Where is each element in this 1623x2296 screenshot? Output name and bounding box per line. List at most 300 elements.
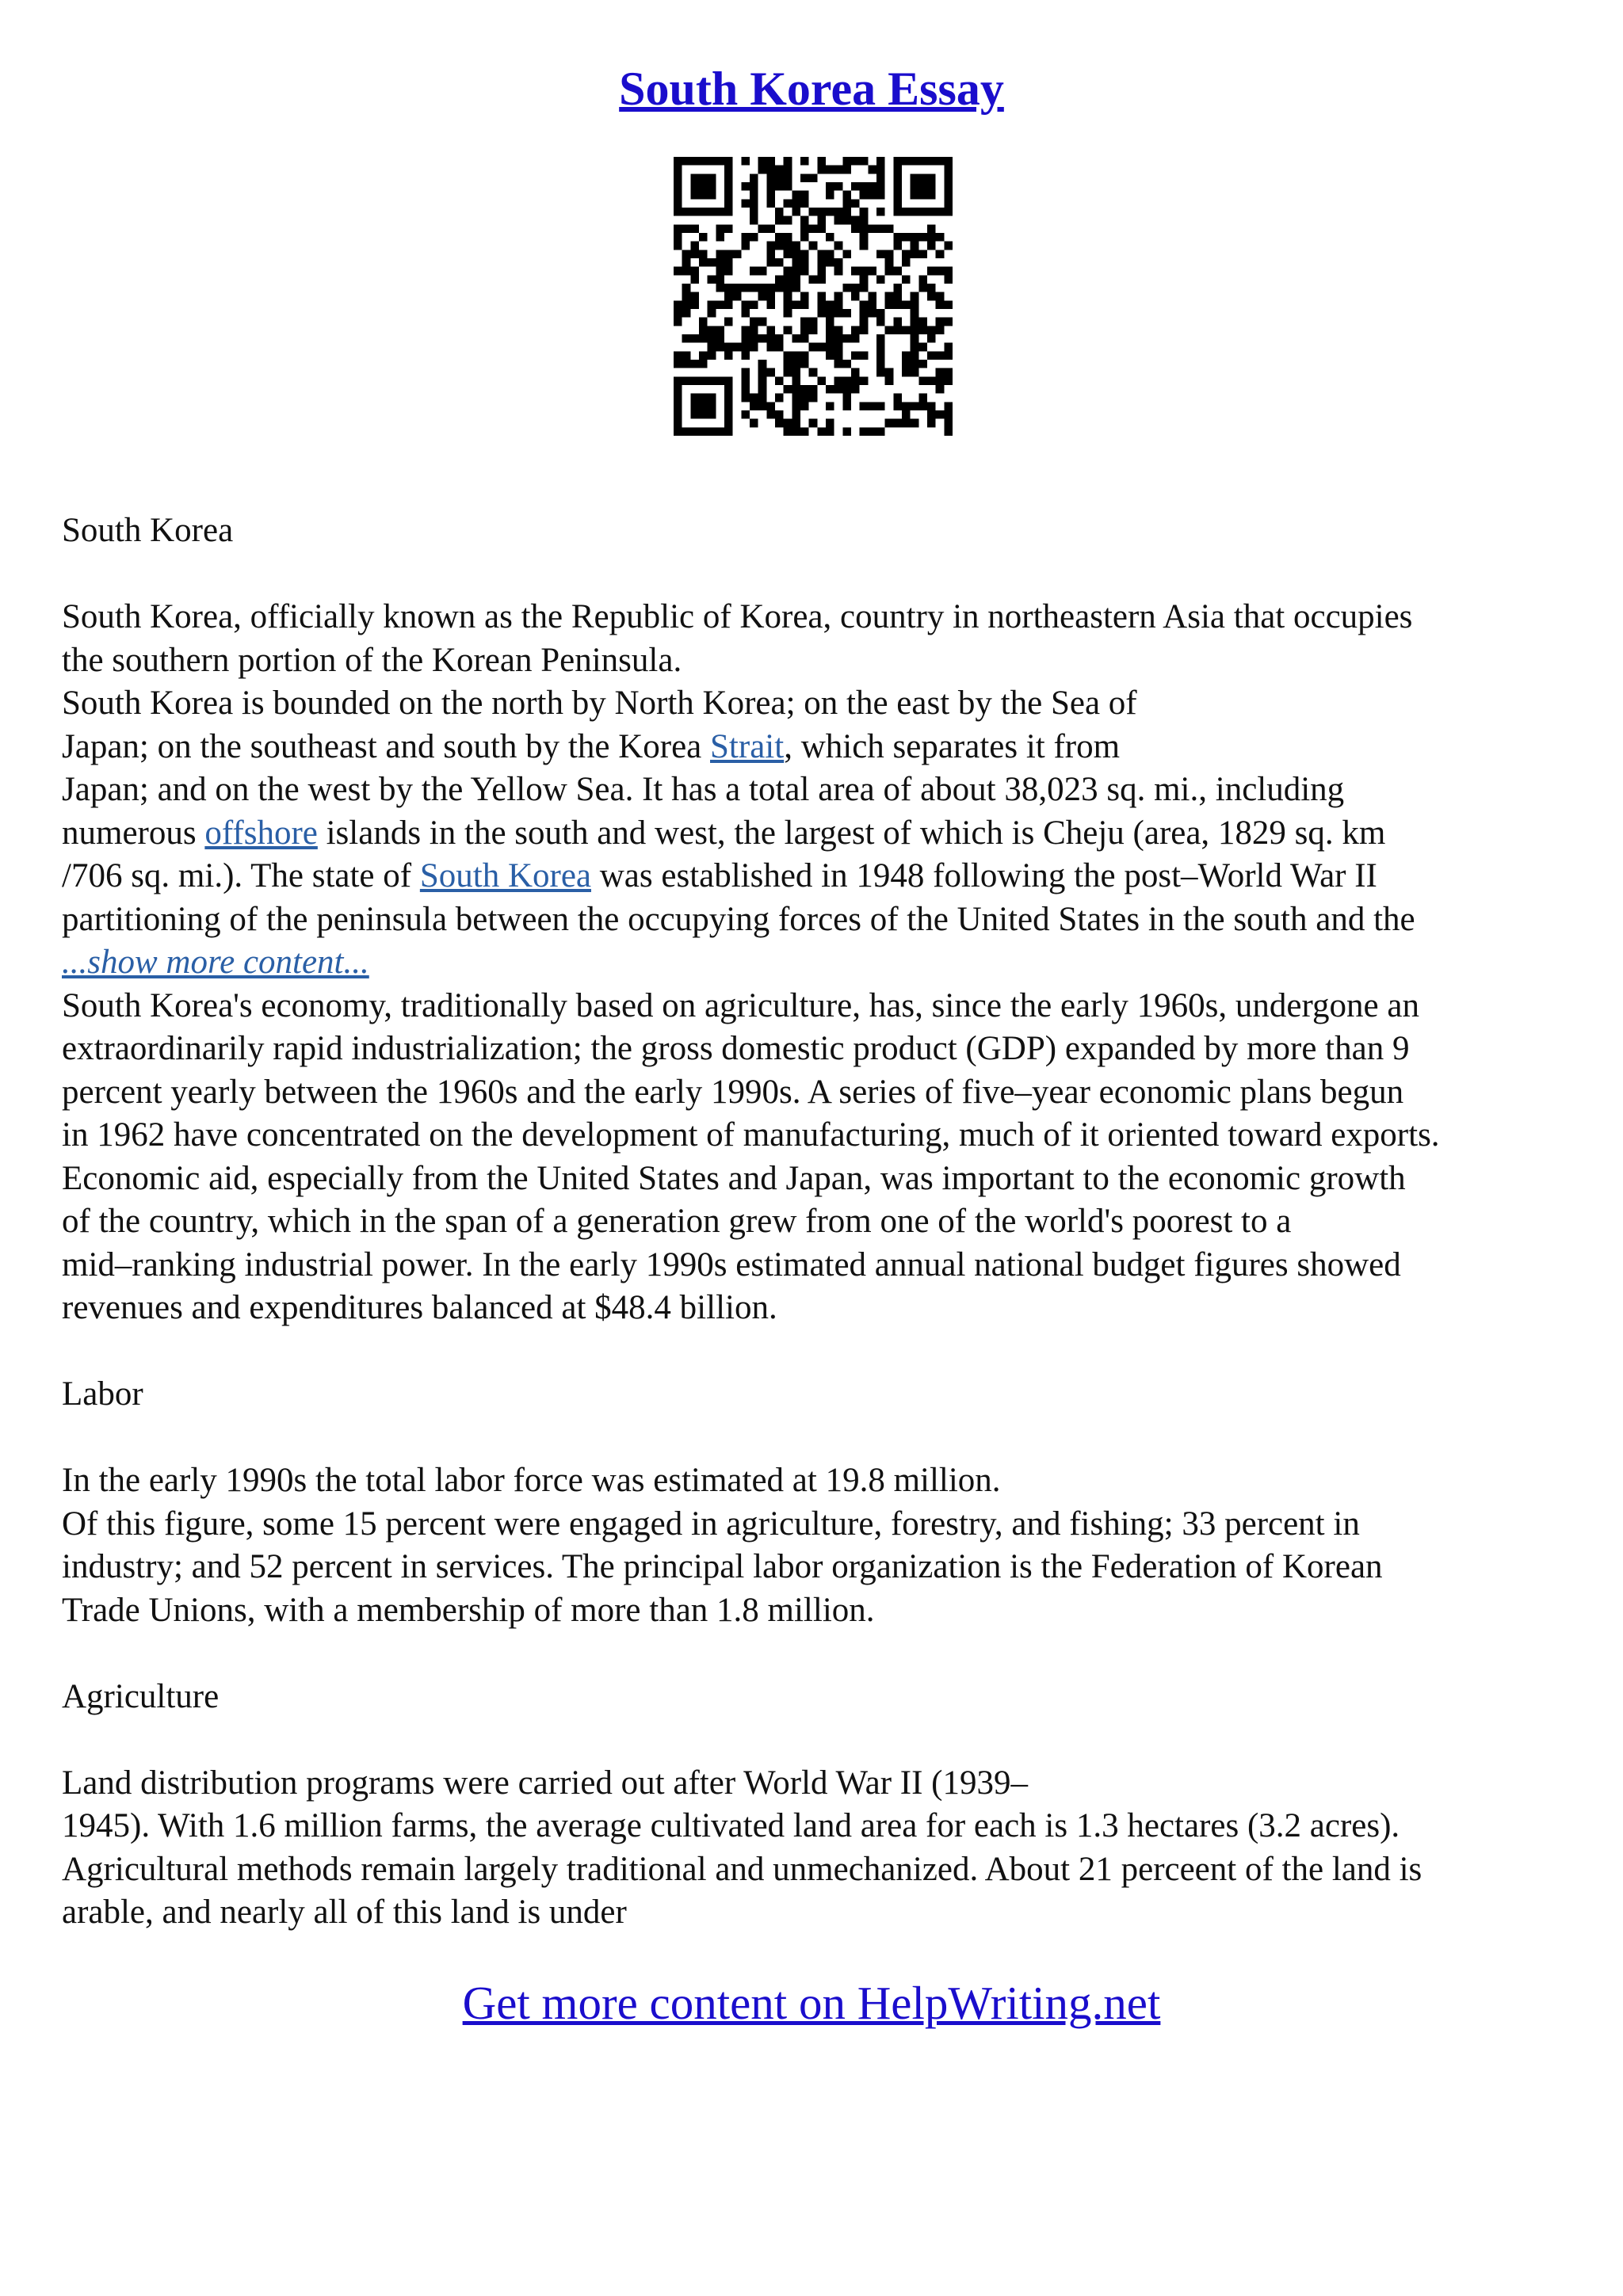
south-korea-link[interactable]: South Korea <box>419 857 591 894</box>
qr-module <box>674 385 682 394</box>
qr-module <box>733 292 742 301</box>
qr-module <box>690 157 699 166</box>
qr-module <box>911 360 919 368</box>
qr-module <box>842 376 851 385</box>
qr-module <box>876 351 885 360</box>
qr-module <box>851 267 860 276</box>
qr-module <box>699 376 708 385</box>
qr-module <box>944 242 953 250</box>
qr-module <box>842 385 851 394</box>
qr-module <box>911 292 919 301</box>
qr-module <box>911 351 919 360</box>
qr-module <box>834 166 843 174</box>
qr-module <box>674 394 682 402</box>
qr-module <box>868 300 876 309</box>
qr-module <box>784 166 792 174</box>
qr-module <box>784 199 792 208</box>
qr-module <box>682 208 691 216</box>
qr-module <box>792 250 800 258</box>
qr-module <box>775 182 784 191</box>
qr-module <box>758 224 767 233</box>
qr-module <box>826 385 834 394</box>
qr-module <box>682 258 691 267</box>
qr-module <box>690 191 699 200</box>
qr-module <box>927 351 936 360</box>
qr-module <box>860 157 869 166</box>
qr-module <box>699 258 708 267</box>
paragraph-line: Japan; and on the west by the Yellow Sea. It has a total area of about 38,023 sq. mi., including <box>62 771 1345 808</box>
qr-module <box>918 402 927 410</box>
qr-module <box>682 309 691 318</box>
qr-module <box>724 351 733 360</box>
qr-module <box>716 208 724 216</box>
qr-module <box>766 191 775 200</box>
qr-module <box>817 208 826 216</box>
paragraph-line: South Korea, officially known as the Republic of Korea, country in northeastern Asia that occupies <box>62 598 1413 635</box>
qr-module <box>750 394 758 402</box>
qr-module <box>716 376 724 385</box>
qr-module <box>758 284 767 292</box>
qr-module <box>708 326 716 334</box>
qr-module <box>674 360 682 368</box>
qr-module <box>817 275 826 284</box>
qr-module <box>792 385 800 394</box>
qr-module <box>944 191 953 200</box>
qr-module <box>918 284 927 292</box>
qr-module <box>826 351 834 360</box>
qr-module <box>674 174 682 182</box>
qr-module <box>699 250 708 258</box>
qr-module <box>936 267 945 276</box>
qr-module <box>826 402 834 410</box>
qr-module <box>885 267 894 276</box>
qr-module <box>893 199 902 208</box>
qr-module <box>876 166 885 174</box>
qr-module <box>809 394 818 402</box>
text-fragment: /706 sq. mi.). The state of <box>62 857 420 894</box>
qr-module <box>860 309 869 318</box>
qr-module <box>860 242 869 250</box>
qr-module <box>784 419 792 428</box>
qr-module <box>834 258 843 267</box>
qr-module <box>792 410 800 419</box>
qr-module <box>826 258 834 267</box>
qr-module <box>758 385 767 394</box>
qr-module <box>758 157 767 166</box>
paragraph-line: mid–ranking industrial power. In the early 1990s estimated annual national budget figures showed <box>62 1245 1401 1283</box>
qr-module <box>817 250 826 258</box>
qr-module <box>826 191 834 200</box>
qr-module <box>851 157 860 166</box>
paragraph-line: In the early 1990s the total labor force was estimated at 19.8 million. <box>62 1462 1001 1499</box>
qr-module <box>834 385 843 394</box>
qr-module <box>724 410 733 419</box>
qr-module <box>708 351 716 360</box>
qr-module <box>860 284 869 292</box>
qr-module <box>724 300 733 309</box>
qr-module <box>690 174 699 182</box>
qr-module <box>944 166 953 174</box>
qr-module <box>834 343 843 352</box>
qr-module <box>699 233 708 242</box>
qr-module <box>716 250 724 258</box>
qr-module <box>750 267 758 276</box>
qr-module <box>766 182 775 191</box>
qr-module <box>741 394 750 402</box>
qr-module <box>902 326 911 334</box>
qr-module <box>699 334 708 343</box>
qr-module <box>911 402 919 410</box>
qr-module <box>902 157 911 166</box>
qr-module <box>750 284 758 292</box>
qr-module <box>758 402 767 410</box>
qr-module <box>893 157 902 166</box>
qr-module <box>918 326 927 334</box>
qr-module <box>944 410 953 419</box>
qr-module <box>902 250 911 258</box>
qr-module <box>792 351 800 360</box>
qr-module <box>911 419 919 428</box>
qr-module <box>927 292 936 301</box>
qr-module <box>775 419 784 428</box>
qr-module <box>699 208 708 216</box>
qr-module <box>682 267 691 276</box>
qr-module <box>800 326 809 334</box>
qr-module <box>944 318 953 326</box>
qr-module <box>911 250 919 258</box>
qr-module <box>690 224 699 233</box>
qr-module <box>766 224 775 233</box>
qr-module <box>716 224 724 233</box>
qr-module <box>750 182 758 191</box>
qr-module <box>936 250 945 258</box>
qr-module <box>750 343 758 352</box>
qr-module <box>817 224 826 233</box>
qr-module <box>690 410 699 419</box>
qr-module <box>766 250 775 258</box>
qr-module <box>674 242 682 250</box>
qr-module <box>893 191 902 200</box>
blank-line <box>62 1718 1568 1762</box>
qr-module <box>944 376 953 385</box>
footer-link[interactable]: Get more content on HelpWriting.net <box>462 1977 1161 2029</box>
text-fragment: numerous <box>62 814 205 852</box>
qr-module <box>741 182 750 191</box>
qr-module <box>893 267 902 276</box>
qr-module <box>716 343 724 352</box>
qr-module <box>724 385 733 394</box>
qr-module <box>766 242 775 250</box>
qr-module <box>741 199 750 208</box>
paragraph-line <box>62 726 1568 769</box>
qr-module <box>699 326 708 334</box>
qr-module <box>741 284 750 292</box>
qr-module <box>766 334 775 343</box>
qr-module <box>868 309 876 318</box>
qr-module <box>868 182 876 191</box>
qr-module <box>902 300 911 309</box>
qr-module <box>674 199 682 208</box>
qr-module <box>918 318 927 326</box>
qr-module <box>766 402 775 410</box>
paragraph-line: industry; and 52 percent in services. The principal labor organization is the Federation of Korean <box>62 1548 1383 1585</box>
qr-module <box>893 419 902 428</box>
qr-module <box>834 208 843 216</box>
qr-module <box>716 267 724 276</box>
qr-module <box>800 334 809 343</box>
qr-module <box>775 284 784 292</box>
qr-module <box>690 267 699 276</box>
qr-module <box>750 402 758 410</box>
qr-module <box>809 318 818 326</box>
qr-module <box>902 351 911 360</box>
qr-module <box>750 318 758 326</box>
qr-module <box>842 402 851 410</box>
qr-module <box>860 233 869 242</box>
qr-module <box>758 292 767 301</box>
qr-module <box>927 182 936 191</box>
paragraph-line: Of this figure, some 15 percent were engaged in agriculture, forestry, and fishing; 33 percent in <box>62 1505 1360 1543</box>
qr-module <box>936 318 945 326</box>
qr-module <box>775 174 784 182</box>
qr-module <box>784 368 792 377</box>
qr-module <box>936 326 945 334</box>
qr-module <box>750 233 758 242</box>
qr-module <box>674 233 682 242</box>
blank-line <box>62 553 1568 597</box>
qr-module <box>708 309 716 318</box>
qr-module <box>708 394 716 402</box>
qr-module <box>784 360 792 368</box>
qr-module <box>682 351 691 360</box>
qr-module <box>674 318 682 326</box>
qr-module <box>741 410 750 419</box>
qr-module <box>800 224 809 233</box>
qr-module <box>902 360 911 368</box>
qr-module <box>784 216 792 225</box>
section-heading-south-korea: South Korea <box>62 512 234 549</box>
qr-module <box>800 191 809 200</box>
qr-module <box>876 427 885 436</box>
paragraph-line: revenues and expenditures balanced at $48.4 billion. <box>62 1289 777 1326</box>
qr-module <box>918 233 927 242</box>
qr-module <box>902 419 911 428</box>
qr-module <box>699 157 708 166</box>
qr-module <box>885 300 894 309</box>
blank-line <box>62 1330 1568 1374</box>
qr-module <box>775 343 784 352</box>
qr-module <box>690 394 699 402</box>
qr-module <box>893 233 902 242</box>
qr-module <box>918 360 927 368</box>
qr-module <box>826 326 834 334</box>
qr-module <box>724 419 733 428</box>
qr-module <box>918 174 927 182</box>
qr-module <box>936 292 945 301</box>
qr-module <box>674 182 682 191</box>
qr-module <box>716 427 724 436</box>
qr-module <box>766 166 775 174</box>
qr-module <box>902 233 911 242</box>
qr-module <box>674 300 682 309</box>
qr-module <box>817 376 826 385</box>
qr-module <box>724 402 733 410</box>
qr-module <box>758 376 767 385</box>
qr-module <box>682 250 691 258</box>
qr-module <box>784 233 792 242</box>
qr-module <box>918 343 927 352</box>
qr-module <box>775 376 784 385</box>
qr-module <box>775 275 784 284</box>
paragraph-line: Agricultural methods remain largely traditional and unmechanized. About 21 perceent of the land is <box>62 1850 1423 1888</box>
qr-module <box>911 242 919 250</box>
qr-module <box>792 242 800 250</box>
qr-module <box>842 394 851 402</box>
qr-module <box>784 250 792 258</box>
qr-module <box>682 284 691 292</box>
qr-module <box>690 427 699 436</box>
qr-module <box>927 334 936 343</box>
qr-module <box>860 402 869 410</box>
qr-module <box>860 326 869 334</box>
qr-module <box>766 410 775 419</box>
qr-module <box>927 419 936 428</box>
qr-module <box>708 343 716 352</box>
qr-module <box>868 224 876 233</box>
qr-module <box>936 376 945 385</box>
qr-module <box>834 216 843 225</box>
qr-module <box>750 216 758 225</box>
qr-module <box>817 292 826 301</box>
qr-module <box>876 318 885 326</box>
show-more-link[interactable]: ...show more content... <box>62 944 369 981</box>
qr-module <box>911 334 919 343</box>
qr-module <box>817 216 826 225</box>
strait-link[interactable]: Strait <box>710 727 785 765</box>
qr-module <box>860 208 869 216</box>
offshore-link[interactable]: offshore <box>204 814 318 852</box>
qr-module <box>784 385 792 394</box>
qr-module <box>834 376 843 385</box>
qr-module <box>758 334 767 343</box>
qr-module <box>817 300 826 309</box>
qr-module <box>741 326 750 334</box>
title-link[interactable]: South Korea Essay <box>619 63 1004 115</box>
qr-module <box>809 275 818 284</box>
qr-module <box>876 224 885 233</box>
qr-module <box>724 318 733 326</box>
qr-module <box>674 191 682 200</box>
qr-module <box>918 275 927 284</box>
qr-module <box>944 368 953 377</box>
qr-module <box>800 216 809 225</box>
qr-module <box>775 334 784 343</box>
qr-module <box>784 427 792 436</box>
qr-module <box>682 427 691 436</box>
qr-module <box>936 351 945 360</box>
qr-module <box>927 410 936 419</box>
qr-module <box>893 166 902 174</box>
qr-module <box>851 351 860 360</box>
qr-module <box>826 419 834 428</box>
qr-module <box>792 402 800 410</box>
qr-module <box>792 394 800 402</box>
qr-module <box>800 157 809 166</box>
qr-module <box>792 258 800 267</box>
paragraph-line: percent yearly between the 1960s and the early 1990s. A series of five–year economic plans begun <box>62 1073 1404 1111</box>
qr-module <box>860 300 869 309</box>
qr-module <box>690 182 699 191</box>
qr-module <box>775 242 784 250</box>
qr-module <box>690 242 699 250</box>
qr-module <box>741 157 750 166</box>
qr-module <box>927 284 936 292</box>
qr-module <box>817 267 826 276</box>
qr-module <box>708 334 716 343</box>
qr-module <box>690 275 699 284</box>
qr-module <box>809 385 818 394</box>
qr-module <box>826 182 834 191</box>
qr-module <box>750 419 758 428</box>
qr-module <box>911 318 919 326</box>
qr-module <box>851 216 860 225</box>
qr-module <box>766 368 775 377</box>
qr-module <box>834 267 843 276</box>
qr-module <box>724 157 733 166</box>
qr-module <box>826 427 834 436</box>
qr-module <box>716 275 724 284</box>
qr-module <box>775 233 784 242</box>
qr-module <box>927 191 936 200</box>
text-fragment: islands in the south and west, the largest of which is Cheju (area, 1829 sq. km <box>317 814 1386 852</box>
qr-module <box>800 267 809 276</box>
qr-module <box>750 199 758 208</box>
qr-module <box>674 224 682 233</box>
qr-module <box>784 174 792 182</box>
qr-module <box>809 368 818 377</box>
qr-module <box>741 385 750 394</box>
qr-module <box>876 174 885 182</box>
text-fragment: was established in 1948 following the post–World War II <box>591 857 1377 894</box>
qr-module <box>918 394 927 402</box>
qr-module <box>851 334 860 343</box>
qr-module <box>927 208 936 216</box>
qr-module <box>682 360 691 368</box>
qr-module <box>893 292 902 301</box>
blank-line <box>62 1417 1568 1460</box>
qr-module <box>690 360 699 368</box>
qr-module <box>724 182 733 191</box>
blank-line <box>62 1632 1568 1676</box>
qr-module <box>918 208 927 216</box>
qr-module <box>674 402 682 410</box>
paragraph-line: 1945). With 1.6 million farms, the average cultivated land area for each is 1.3 hectares (3.2 acres). <box>62 1807 1400 1844</box>
qr-module <box>708 182 716 191</box>
paragraph-line: extraordinarily rapid industrialization; the gross domestic product (GDP) expanded by more than 9 <box>62 1030 1410 1067</box>
qr-module <box>766 343 775 352</box>
qr-module <box>902 402 911 410</box>
qr-module <box>809 343 818 352</box>
qr-module <box>716 326 724 334</box>
qr-module <box>876 360 885 368</box>
qr-module <box>682 376 691 385</box>
qr-module <box>936 157 945 166</box>
qr-module <box>817 343 826 352</box>
qr-module <box>724 394 733 402</box>
section-heading-labor: Labor <box>62 1375 143 1413</box>
qr-module <box>927 157 936 166</box>
qr-module <box>792 376 800 385</box>
